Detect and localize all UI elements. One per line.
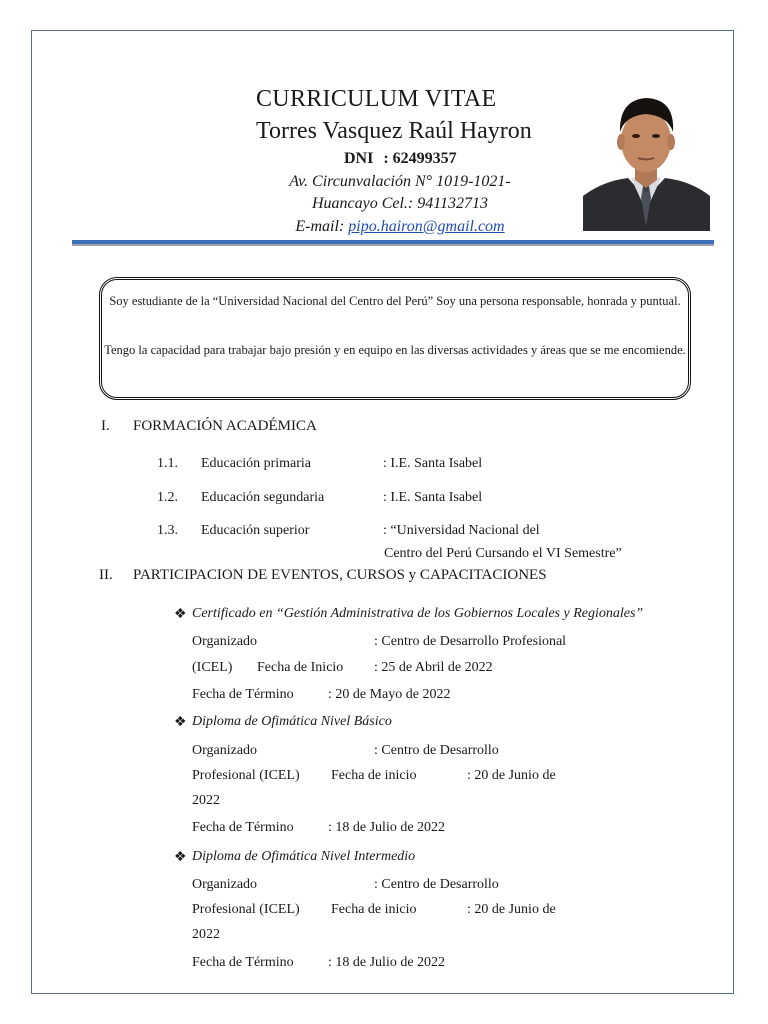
- event-line2-a: Profesional (ICEL): [192, 768, 300, 783]
- education-item-value-continued: Centro del Perú Cursando el VI Semestre”: [384, 546, 622, 561]
- education-item-number: 1.1.: [157, 456, 178, 471]
- event-organizado-label: Organizado: [192, 743, 258, 758]
- email-label: E-mail:: [295, 218, 349, 235]
- diamond-bullet-icon: ❖: [174, 607, 187, 622]
- profile-photo: [583, 86, 710, 231]
- education-item-label: Educación primaria: [201, 456, 312, 471]
- event-title: Diploma de Ofimática Nivel Intermedio: [192, 849, 416, 864]
- event-organizado-value: : Centro de Desarrollo: [374, 877, 499, 892]
- email-link[interactable]: pipo.hairon@gmail.com: [348, 218, 505, 235]
- education-item-value: : I.E. Santa Isabel: [383, 456, 483, 471]
- event-organizado-value: : Centro de Desarrollo Profesional: [374, 634, 567, 649]
- event-line2-c: : 25 de Abril de 2022: [374, 660, 493, 675]
- education-item-value: : “Universidad Nacional del: [383, 523, 540, 538]
- event-line2-b: Fecha de Inicio: [257, 660, 344, 675]
- education-item-number: 1.2.: [157, 490, 178, 505]
- header-rule-gray: [72, 244, 714, 246]
- diamond-bullet-icon: ❖: [174, 850, 187, 865]
- cv-title: CURRICULUM VITAE: [256, 86, 497, 112]
- education-item-label: Educación segundaria: [201, 490, 325, 505]
- event-line3: 2022: [192, 793, 220, 808]
- event-line3: 2022: [192, 927, 220, 942]
- section-number-events: II.: [99, 567, 113, 583]
- event-line2-c: : 20 de Junio de: [467, 768, 556, 783]
- event-organizado-label: Organizado: [192, 634, 258, 649]
- address-line-1: Av. Circunvalación N° 1019-1021-: [289, 173, 511, 190]
- event-line2-a: Profesional (ICEL): [192, 902, 300, 917]
- event-line2-b: Fecha de inicio: [331, 768, 417, 783]
- event-line2-b: Fecha de inicio: [331, 902, 417, 917]
- section-title-education: FORMACIÓN ACADÉMICA: [133, 418, 317, 434]
- section-number-education: I.: [101, 418, 110, 434]
- dni-line: [344, 150, 457, 168]
- summary-paragraph-1: Soy estudiante de la “Universidad Nacional del Centro del Perú” Soy una persona responsable, honrada y puntual.: [109, 294, 681, 308]
- dni-value: : 62499357: [383, 150, 457, 167]
- dni-label: DNI: [344, 150, 374, 167]
- education-item-value: : I.E. Santa Isabel: [383, 490, 483, 505]
- event-termino-value: : 18 de Julio de 2022: [328, 955, 446, 970]
- event-termino-label: Fecha de Término: [192, 687, 294, 702]
- event-organizado-value: : Centro de Desarrollo: [374, 743, 499, 758]
- address-line-2: Huancayo Cel.: 941132713: [311, 195, 489, 212]
- education-item-number: 1.3.: [157, 523, 178, 538]
- event-organizado-label: Organizado: [192, 877, 258, 892]
- summary-paragraph-2: Tengo la capacidad para trabajar bajo presión y en equipo en las diversas actividades y áreas que se me encomiende.: [104, 343, 686, 357]
- event-termino-label: Fecha de Término: [192, 820, 294, 835]
- profile-photo-illustration: [583, 86, 710, 231]
- event-termino-value: : 20 de Mayo de 2022: [328, 687, 451, 702]
- event-title: Certificado en “Gestión Administrativa de los Gobiernos Locales y Regionales”: [192, 606, 644, 621]
- education-item-label: Educación superior: [201, 523, 310, 538]
- event-termino-value: : 18 de Julio de 2022: [328, 820, 446, 835]
- event-line2-a: (ICEL): [192, 660, 233, 675]
- diamond-bullet-icon: ❖: [174, 715, 187, 730]
- event-termino-label: Fecha de Término: [192, 955, 294, 970]
- event-title: Diploma de Ofimática Nivel Básico: [192, 714, 392, 729]
- candidate-name: Torres Vasquez Raúl Hayron: [256, 118, 532, 144]
- section-title-events: PARTICIPACION DE EVENTOS, CURSOS y CAPACITACIONES: [133, 567, 547, 583]
- event-line2-c: : 20 de Junio de: [467, 902, 556, 917]
